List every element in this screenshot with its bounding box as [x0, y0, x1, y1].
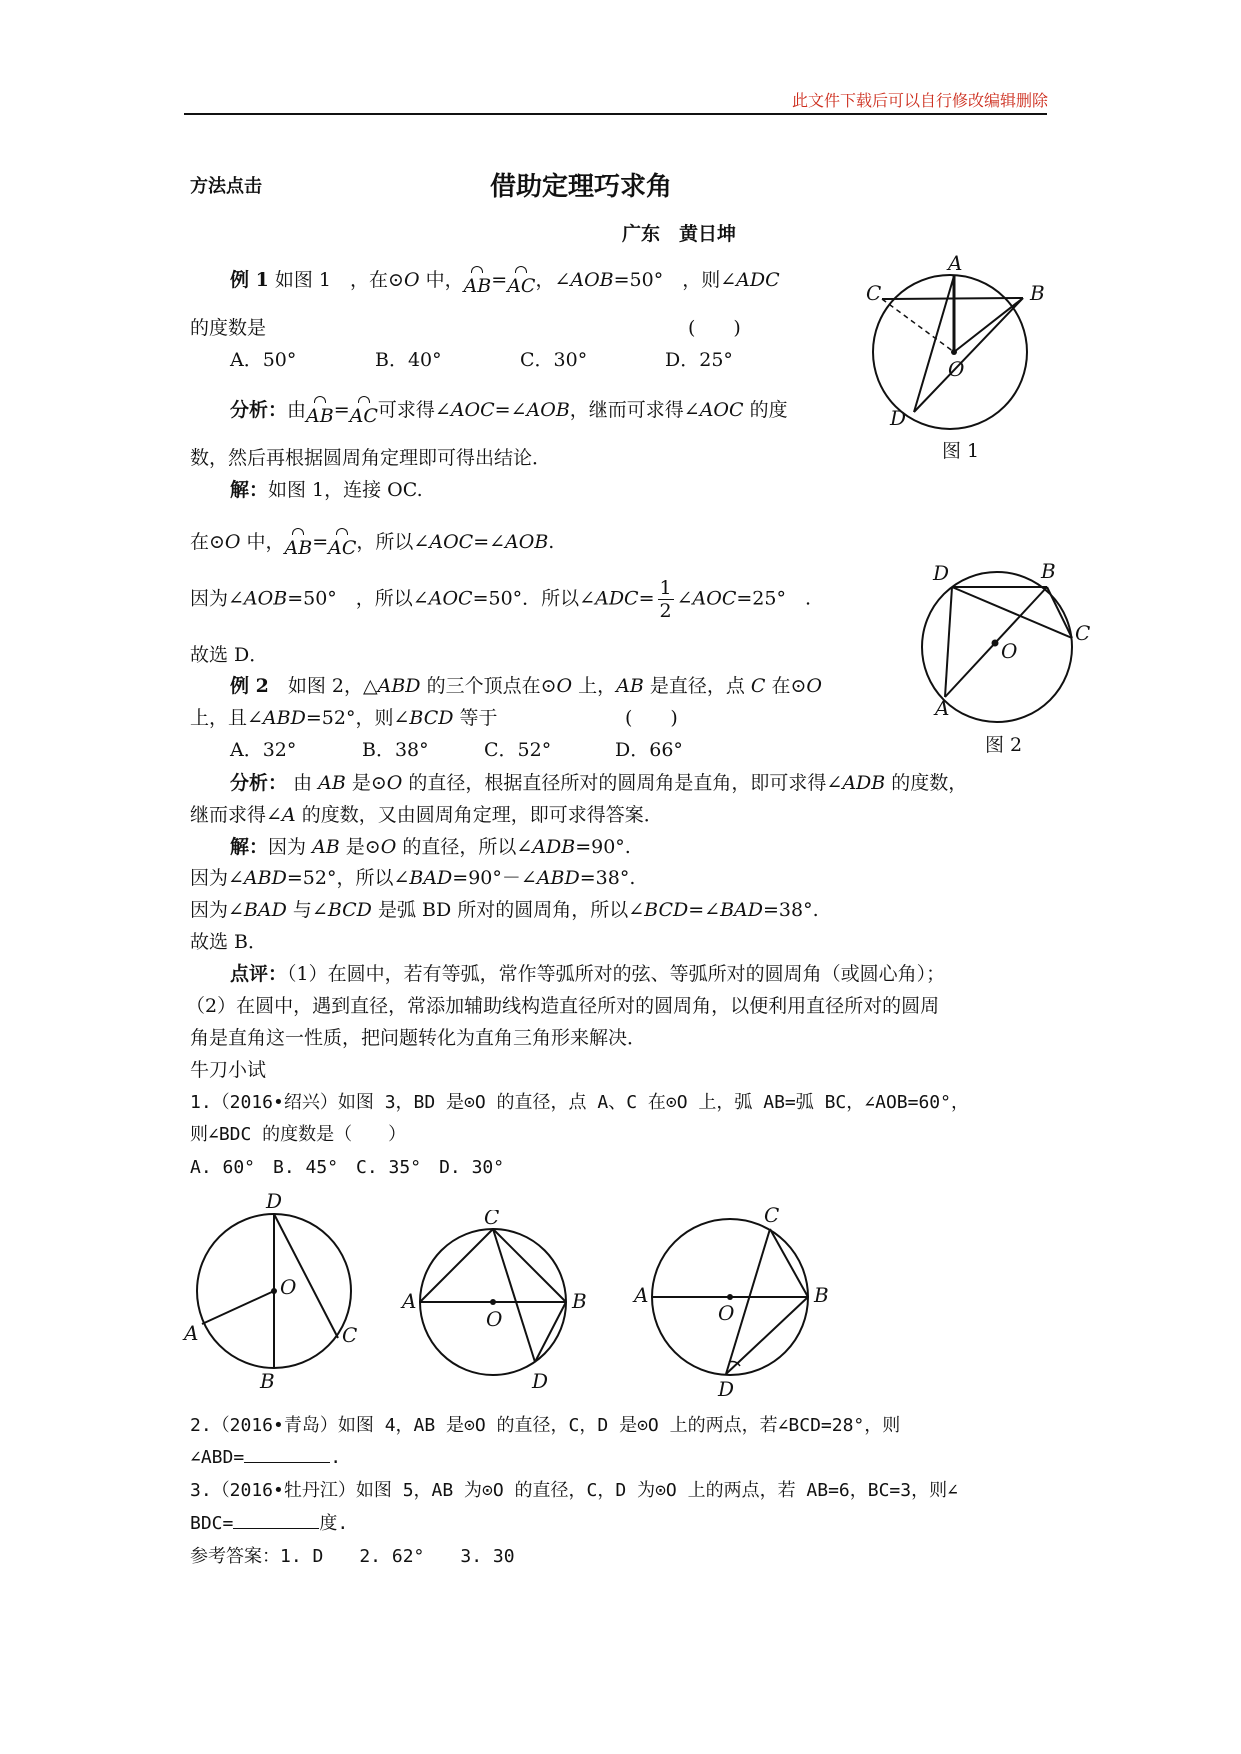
q2-line2: ∠ABD= . [190, 1447, 342, 1468]
fig3-label-o: O [280, 1275, 297, 1299]
example2-option-c: C．52° [484, 739, 552, 761]
example1-solution-line3: 因为∠AOB=50° ，所以∠AOC=50°．所以∠ADC= $\frac{1}{2}$ ∠AOC=25° . [190, 577, 812, 622]
fig5-label-d: D [718, 1377, 735, 1400]
q3-answer-blank[interactable] [233, 1512, 319, 1529]
q3-line1: 3.（2016•牡丹江）如图 5，AB 为⊙O 的直径，C，D 为⊙O 上的两点，若 AB=6，BC=3，则∠ [190, 1480, 958, 1501]
example1-line2: 的度数是 [190, 317, 267, 339]
example1-solution-line2: 在⊙O 中，AB=AC，所以∠AOC=∠AOB. [190, 528, 554, 560]
figure-1-caption: 图 1 [942, 440, 980, 462]
q3-line2: BDC= 度. [190, 1513, 349, 1534]
arc-ab: AB [464, 266, 492, 298]
example2-option-d: D．66° [615, 739, 683, 761]
example1-option-d: D．25° [665, 349, 733, 371]
page-title: 借助定理巧求角 [490, 172, 673, 202]
example2-bracket: ( ) [625, 707, 678, 729]
example1-option-c: C．30° [520, 349, 588, 371]
fig4-center-dot [490, 1299, 496, 1305]
comment-line2: （2）在圆中，遇到直径，常添加辅助线构造直径所对的圆周角，以便利用直径所对的圆周 [186, 995, 940, 1017]
header-rule [184, 113, 1047, 115]
fig2-center-dot [992, 640, 999, 647]
q2-line1: 2.（2016•青岛）如图 4，AB 是⊙O 的直径，C，D 是⊙O 上的两点，若∠BCD=28°，则 [190, 1415, 901, 1436]
example2-option-a: A．32° [230, 739, 297, 761]
fig5-label-c: C [764, 1203, 780, 1227]
fig4-label-b: B [572, 1289, 587, 1313]
answer-key: 参考答案：1. D 2. 62° 3. 30 [190, 1546, 515, 1567]
fig2-chord-bc [1047, 587, 1072, 638]
fig2-label-d: D [933, 561, 950, 585]
fig5-center-dot [727, 1294, 733, 1300]
fig4-label-a: A [402, 1289, 417, 1313]
fig3-label-d: D [266, 1190, 283, 1213]
example1-bracket: ( ) [688, 317, 741, 339]
example1-analysis: 分析：由AB=AC可求得∠AOC=∠AOB，继而可求得∠AOC 的度 [230, 396, 788, 428]
author: 广东 黄日坤 [622, 223, 737, 245]
example2-analysis-line2: 继而求得∠A 的度数，又由圆周角定理，即可求得答案． [190, 804, 663, 826]
example2-solution: 解：因为 AB 是⊙O 的直径，所以∠ADB=90°. [230, 836, 631, 858]
fig2-label-a: A [935, 696, 950, 720]
example2-conclusion: 故选 B． [190, 931, 268, 953]
example2-solution-line3: 因为∠BAD 与∠BCD 是弧 BD 所对的圆周角，所以∠BCD=∠BAD=38°. [190, 899, 819, 921]
fig2-label-o: O [1001, 639, 1018, 663]
figure-5 [630, 1200, 840, 1400]
comment-line1: 点评：（1）在圆中，若有等弧，常作等弧所对的弦、等弧所对的圆周角（或圆心角）； [230, 963, 946, 985]
figure-4 [400, 1210, 600, 1400]
q1-options: A. 60° B. 45° C. 35° D. 30° [190, 1157, 505, 1178]
example1-line1: 例 1 如图 1 ，在⊙O 中，AB=AC，∠AOB=50° ，则∠ADC [230, 266, 780, 298]
fig1-label-d: D [890, 406, 907, 430]
fig3-label-c: C [342, 1323, 358, 1347]
fig4-chord-ac [420, 1229, 493, 1302]
fig5-label-o: O [718, 1301, 735, 1325]
fig1-center-dot [951, 349, 957, 355]
figure-2-caption: 图 2 [985, 734, 1023, 756]
fig2-label-c: C [1075, 621, 1091, 645]
fig1-label-b: B [1030, 281, 1045, 305]
example1-option-b: B．40° [375, 349, 442, 371]
fig2-chord-da [945, 587, 952, 697]
practice-heading: 牛刀小试 [190, 1059, 267, 1081]
example2-line1: 例 2 如图 2，△ABD 的三个顶点在⊙O 上，AB 是直径，点 C 在⊙O [230, 675, 822, 697]
arc-ac: AC [507, 266, 535, 298]
fraction-half: $\frac{1}{2}$ [659, 577, 672, 622]
fig2-label-b: B [1041, 560, 1056, 583]
example1-option-a: A．50° [230, 349, 297, 371]
section-label: 方法点击 [190, 176, 262, 197]
q2-answer-blank[interactable] [244, 1446, 330, 1463]
q1-line2: 则∠BDC 的度数是（ ） [190, 1124, 407, 1145]
example1-analysis-line2: 数，然后再根据圆周角定理即可得出结论． [190, 447, 552, 469]
fig5-chord-cb [770, 1229, 808, 1297]
fig1-label-o: O [948, 357, 965, 381]
example2-option-b: B．38° [362, 739, 429, 761]
example1-conclusion: 故选 D． [190, 644, 269, 666]
fig3-radius-oa [202, 1291, 274, 1324]
example1-solution: 解：如图 1，连接 OC. [230, 479, 423, 501]
q1-line1: 1.（2016•绍兴）如图 3，BD 是⊙O 的直径，点 A、C 在⊙O 上，弧 AB=弧 BC，∠AOB=60°， [190, 1092, 969, 1113]
fig3-label-b: B [260, 1369, 275, 1390]
header-note: 此文件下载后可以自行修改编辑删除 [791, 91, 1048, 110]
figure-3 [180, 1190, 370, 1390]
fig1-radius-ob [954, 298, 1023, 352]
fig3-label-a: A [184, 1321, 199, 1345]
example2-solution-line2: 因为∠ABD=52°，所以∠BAD=90°－∠ABD=38°. [190, 867, 636, 889]
figure-2 [915, 560, 1095, 730]
fig4-label-d: D [532, 1369, 549, 1393]
fig1-label-c: C [866, 281, 882, 305]
fig2-chord-dc [952, 587, 1072, 638]
example1-label: 例 1 [230, 269, 269, 291]
comment-line3: 角是直角这一性质，把问题转化为直角三角形来解决． [190, 1027, 647, 1049]
example2-analysis: 分析： 由 AB 是⊙O 的直径，根据直径所对的圆周角是直角，即可求得∠ADB 的度数， [230, 772, 968, 794]
example2-line2: 上，且∠ABD=52°，则∠BCD 等于 [190, 707, 498, 729]
fig3-center-dot [271, 1288, 277, 1294]
fig5-label-b: B [814, 1283, 829, 1307]
fig1-label-a: A [948, 251, 963, 275]
fig5-label-a: A [634, 1283, 649, 1307]
fig4-chord-bd [535, 1302, 566, 1362]
fig1-radius-oc-dashed [882, 299, 954, 352]
fig4-label-o: O [486, 1307, 503, 1331]
fig4-label-c: C [484, 1210, 500, 1229]
